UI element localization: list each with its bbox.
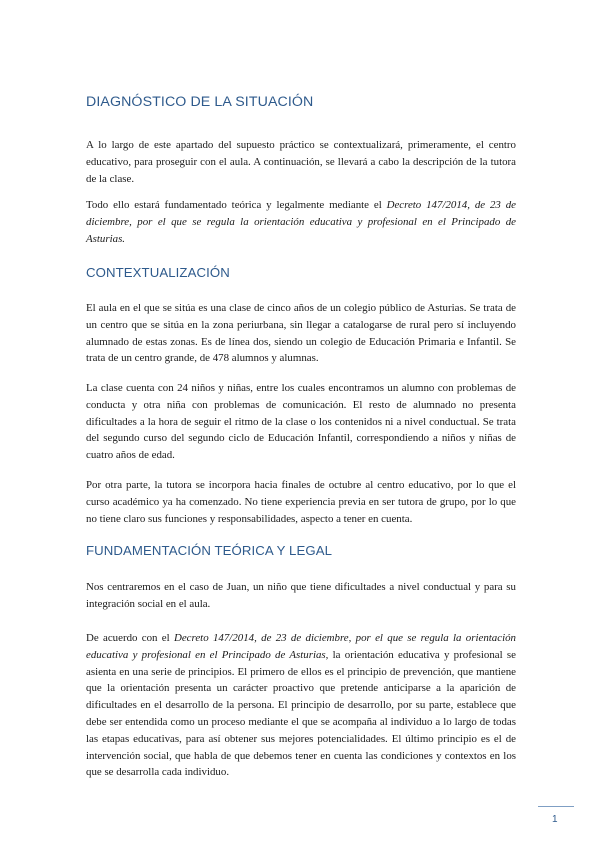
- decree-citation: Decreto 147/2014, de 23 de diciembre, por el que se regula la orientación educativa y profesional en el Principado de Asturias,: [86, 632, 516, 661]
- subsection-heading-context: CONTEXTUALIZACIÓN: [86, 265, 230, 280]
- principles-paragraph: [86, 630, 516, 781]
- intro-paragraph: A lo largo de este apartado del supuesto práctico se contextualizará, primeramente, el centro educativo, para proseguir con el aula. A continuación, se llevará a cabo la descripción de la tutora de la clase.: [86, 139, 516, 185]
- footer-divider: [538, 806, 574, 807]
- case-paragraph: Nos centraremos en el caso de Juan, un niño que tiene dificultades a nivel conductual y para su integración social en el aula.: [86, 581, 516, 610]
- section-title: DIAGNÓSTICO DE LA SITUACIÓN: [86, 94, 314, 110]
- page-number: 1: [552, 814, 558, 825]
- school-context-paragraph: El aula en el que se sitúa es una clase de cinco años de un colegio público de Asturias. Se trata de un centro que se sitúa en la zona periurbana, sin llegar a catalogarse de rural pero sí incluyendo alumnado de estas zonas. Es de línea dos, siendo un colegio de Educación Primaria e Infantil. Se trata de un centro grande, de 478 alumnos y alumnas.: [86, 302, 516, 365]
- paragraph-text: la orientación educativa y profesional se asienta en una serie de principios. El primero de ellos es el principio de prevención, que mantiene que la orientación presenta un carácter proactivo que pretende anticiparse a la aparición de dificultades en el desarrollo de la persona. El principio de desarrollo, por su parte, establece que debe ser entendida como un proceso mediante el que se acompaña al individuo a lo largo de todas las etapas educativas, para así obtener sus mejores potencialidades. El último principio es el de intervención social, que habla de que debemos tener en cuenta las condiciones y contextos en los que se desarrolla cada individuo.: [86, 648, 516, 779]
- class-context-paragraph: La clase cuenta con 24 niños y niñas, entre los cuales encontramos un alumno con problemas de conducta y otra niña con problemas de comunicación. El resto de alumnado no presenta dificultades a la hora de seguir el ritmo de la clase o los contenidos ni a nivel conductual. Se trata del segundo curso del segundo ciclo de Educación Infantil, correspondiendo a niños y niñas de cuatro años de edad.: [86, 382, 516, 462]
- paragraph-text: De acuerdo con el: [86, 632, 174, 644]
- legal-basis-paragraph: [86, 197, 516, 247]
- decree-citation: Decreto 147/2014, de 23 de diciembre, por el que se regula la orientación educativa y profesional en el Principado de Asturias.: [86, 199, 516, 245]
- tutor-context-paragraph: Por otra parte, la tutora se incorpora hacia finales de octubre al centro educativo, por lo que el curso académico ya ha comenzado. No tiene experiencia previa en ser tutora de grupo, por lo que no tiene claro sus funciones y responsabilidades, aspecto a tener en cuenta.: [86, 479, 516, 525]
- paragraph-text: Todo ello estará fundamentado teórica y legalmente mediante el: [86, 199, 387, 211]
- subsection-heading-foundation: FUNDAMENTACIÓN TEÓRICA Y LEGAL: [86, 543, 333, 558]
